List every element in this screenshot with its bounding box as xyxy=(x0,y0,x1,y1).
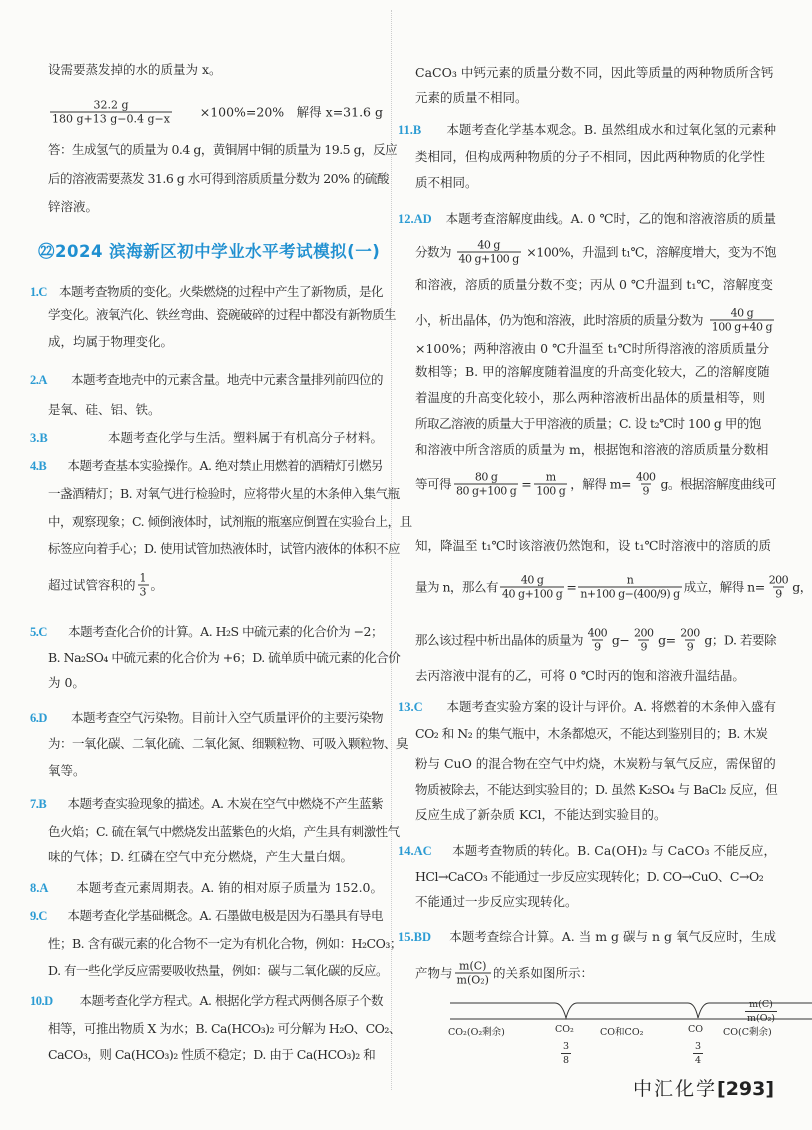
fraction: $\frac{1}{3}$ xyxy=(139,571,147,599)
tick-3-4: $\frac{3}{4}$ xyxy=(695,1041,702,1066)
text-segment: 元素的质量不相同。 xyxy=(415,90,528,105)
text-segment: 相等，可推出物质 X 为水；B. Ca(HCO₃)₂ 可分解为 H₂O、CO₂、 xyxy=(48,1021,401,1036)
text-segment: 和溶液，溶质的质量分数不变；丙从 0 ℃升温到 t₁℃，溶解度变 xyxy=(415,277,773,292)
question-number: 14.AC xyxy=(398,844,432,858)
text-segment: 反应生成了新杂质 KCl，不能达到实验目的。 xyxy=(415,807,667,822)
text-line xyxy=(415,668,776,684)
text-segment: 量为 n，那么有 xyxy=(415,579,499,594)
page-number: 293 xyxy=(725,1078,766,1100)
text-segment: 本题考查元素周期表。A. 铕的相对原子质量为 152.0。 xyxy=(76,880,383,895)
text-line xyxy=(48,62,222,78)
text-segment: g；D. 若要除 xyxy=(704,632,776,647)
page-number-prefix: [ xyxy=(717,1078,726,1100)
fraction: $\frac{200}{9}$ xyxy=(680,626,700,654)
text-line xyxy=(415,807,667,823)
text-line xyxy=(415,175,478,191)
question-number: 5.C xyxy=(30,625,47,639)
question-number: 11.B xyxy=(398,123,422,137)
text-segment: = xyxy=(521,476,532,491)
text-line xyxy=(415,239,776,266)
answer-item xyxy=(398,211,776,227)
fraction: $\frac{80 g}{80 g+100 g}$ xyxy=(455,470,517,498)
text-segment: 本题考查化合价的计算。A. H₂S 中硫元素的化合价为 −2； xyxy=(68,624,383,639)
question-number: 13.C xyxy=(398,700,423,714)
text-line xyxy=(48,736,409,752)
region-label: CO₂(O₂剩余) xyxy=(448,1027,505,1038)
text-line xyxy=(415,573,812,601)
text-line xyxy=(48,1047,383,1063)
text-line xyxy=(415,869,776,885)
text-line xyxy=(48,541,401,557)
text-line xyxy=(48,514,412,530)
text-line xyxy=(48,402,161,418)
text-segment: 锌溶液。 xyxy=(48,199,99,214)
text-line xyxy=(415,90,528,106)
text-segment: 本题考查综合计算。A. 当 m g 碳与 n g 氧气反应时，生成 xyxy=(449,929,776,944)
text-segment: HCl→CaCO₃ 不能通过一步反应实现转化；D. CO→CuO、C→O₂ xyxy=(415,869,764,884)
answer-item xyxy=(30,372,383,388)
section-heading: ㉒2024 滨海新区初中学业水平考试模拟(一) xyxy=(38,242,381,261)
text-segment: B. Na₂SO₄ 中硫元素的化合价为 +6；D. 硫单质中硫元素的化合价 xyxy=(48,650,401,665)
text-line xyxy=(48,307,397,323)
answer-item xyxy=(30,993,383,1009)
text-segment: 为：一氧化碳、二氧化硫、二氧化氮、细颗粒物、可吸入颗粒物、臭 xyxy=(48,736,409,751)
region-label: CO和CO₂ xyxy=(600,1027,644,1038)
text-segment: 粉与 CuO 的混合物在空气中灼烧，木炭粉与氧气反应，需保留的 xyxy=(415,756,776,771)
text-line xyxy=(415,149,776,165)
text-segment: 本题考查空气污染物。目前计入空气质量评价的主要污染物 xyxy=(70,710,383,725)
text-line xyxy=(48,142,398,158)
text-line xyxy=(48,963,389,979)
text-segment: g− xyxy=(611,632,630,647)
text-segment: 性；B. 含有碳元素的化合物不一定为有机化合物，例如：H₂CO₃； xyxy=(48,936,402,951)
text-line xyxy=(415,894,578,910)
question-number: 9.C xyxy=(30,909,47,923)
text-line xyxy=(415,364,776,380)
text-line xyxy=(48,572,163,599)
fraction: $\frac{m(C)}{\text{m(O₂)}}$ xyxy=(456,959,489,987)
question-number: 15.BD xyxy=(398,930,431,944)
text-segment: 色火焰；C. 硫在氧气中燃烧发出蓝紫色的火焰，产生具有刺激性气 xyxy=(48,824,400,839)
text-line xyxy=(415,782,776,798)
question-number: 4.B xyxy=(30,459,47,473)
text-segment: 本题考查物质的转化。B. Ca(OH)₂ 与 CaCO₃ 不能反应， xyxy=(452,843,776,858)
answer-item xyxy=(30,284,383,300)
text-segment: = xyxy=(566,579,577,594)
axis-label: $\frac{m(C)}{\text{m(O₂)}}$ xyxy=(747,999,776,1024)
page-footer xyxy=(633,1074,774,1101)
text-line xyxy=(48,334,173,350)
text-segment: 所取乙溶液的质量大于甲溶液的质量；C. 设 t₂℃时 100 g 甲的饱 xyxy=(415,416,761,431)
text-segment: ×100%；两种溶液由 0 ℃升温至 t₁℃时所得溶液的溶质质量分 xyxy=(415,341,770,356)
text-segment: 分数为 xyxy=(415,244,452,259)
text-segment: CaCO₃，则 Ca(HCO₃)₂ 性质不稳定；D. 由于 Ca(HCO₃)₂ 和 xyxy=(48,1047,376,1062)
text-line xyxy=(415,277,776,293)
text-segment: 为 0。 xyxy=(48,675,85,690)
answer-item xyxy=(30,796,383,812)
page-number-suffix: ] xyxy=(765,1078,775,1100)
text-line xyxy=(48,99,383,126)
text-segment: 后的溶液需要蒸发 31.6 g 水可得到溶质质量分数为 20% 的硫酸 xyxy=(48,171,389,186)
text-segment: 不能通过一步反应实现转化。 xyxy=(415,894,578,909)
text-segment: 等可得 xyxy=(415,476,452,491)
fraction: $\frac{200}{9}$ xyxy=(633,626,654,654)
text-segment: 答：生成氢气的质量为 0.4 g，黄铜屑中铜的质量为 19.5 g，反应 xyxy=(48,142,398,157)
text-segment: 设需要蒸发掉的水的质量为 x。 xyxy=(48,62,222,77)
text-segment: 和溶液中所含溶质的质量为 m，根据饱和溶液的溶质质量分数相 xyxy=(415,442,769,457)
text-segment: 标签应向着手心；D. 使用试管加热液体时，试管内液体的体积不应 xyxy=(48,541,401,556)
text-segment: ×100%，升温到 t₁℃，溶解度增大，变为不饱 xyxy=(526,244,776,259)
question-number: 3.B xyxy=(30,431,48,445)
text-segment: 物质被除去，不能达到实验目的；D. 虽然 K₂SO₄ 与 BaCl₂ 反应，但 xyxy=(415,782,778,797)
fraction: $\frac{32.2 g}{180 g+13 g-0.4 g-x}$ xyxy=(52,98,170,126)
text-line xyxy=(48,1021,401,1037)
text-segment: 本题考查化学方程式。A. 根据化学方程式两侧各原子个数 xyxy=(79,993,383,1008)
answer-item xyxy=(30,880,383,896)
text-line xyxy=(48,824,400,840)
question-number: 12.AD xyxy=(398,212,432,226)
fraction: $\frac{n}{n+100 g-(400/9) g}$ xyxy=(580,573,680,601)
text-segment: 是氧、硅、铝、铁。 xyxy=(48,402,161,417)
answer-item xyxy=(30,458,383,474)
fraction: $\frac{40 g}{40 g+100 g}$ xyxy=(458,238,519,266)
question-number: 7.B xyxy=(30,797,47,811)
text-segment: ×100%=20% 解得 x=31.6 g xyxy=(199,104,383,119)
text-segment: 本题考查实验方案的设计与评价。A. 将燃着的木条伸入盛有 xyxy=(446,699,776,714)
text-segment: g= xyxy=(658,632,676,647)
fraction: $\frac{40 g}{40 g+100 g}$ xyxy=(502,573,563,601)
fraction: $\frac{400}{9}$ xyxy=(636,470,656,498)
text-segment: 学变化。液氧汽化、铁丝弯曲、瓷碗破碎的过程中都没有新物质生 xyxy=(48,307,397,322)
answer-item xyxy=(30,908,383,924)
text-segment: 。 xyxy=(150,577,164,592)
answer-item xyxy=(30,624,383,640)
text-segment: D. 有一些化学反应需要吸收热量，例如：碳与二氧化碳的反应。 xyxy=(48,963,389,978)
text-line xyxy=(415,471,776,498)
text-segment: 数相等；B. 甲的溶解度随着温度的升高变化较大，乙的溶解度随 xyxy=(415,364,770,379)
text-line xyxy=(415,726,776,742)
answer-item xyxy=(30,430,383,446)
text-segment: CaCO₃ 中钙元素的质量分数不同，因此等质量的两种物质所含钙 xyxy=(415,65,774,80)
answer-item xyxy=(398,843,776,859)
text-line xyxy=(415,756,776,772)
text-segment: 成立，解得 n= xyxy=(683,579,765,594)
question-number: 2.A xyxy=(30,373,47,387)
text-line xyxy=(48,849,383,865)
text-segment: 那么该过程中析出晶体的质量为 xyxy=(415,632,584,647)
text-line xyxy=(415,538,776,554)
question-number: 10.D xyxy=(30,994,53,1008)
text-line xyxy=(415,416,776,432)
text-line xyxy=(415,442,776,458)
text-segment: 本题考查物质的变化。火柴燃烧的过程中产生了新物质，是化 xyxy=(58,284,383,299)
question-number: 1.C xyxy=(30,285,47,299)
text-segment: 氧等。 xyxy=(48,763,86,778)
text-line xyxy=(415,960,593,987)
text-segment: 本题考查地壳中的元素含量。地壳中元素含量排列前四位的 xyxy=(70,372,383,387)
book-title: 中汇化学 xyxy=(633,1078,718,1100)
text-segment: g。根据溶解度曲线可 xyxy=(660,476,776,491)
fraction: $\frac{200}{9}$ xyxy=(768,573,789,601)
text-segment: 本题考查溶解度曲线。A. 0 ℃时，乙的饱和溶液溶质的质量 xyxy=(445,211,776,226)
text-segment: 小，析出晶体，仍为饱和溶液，此时溶质的质量分数为 xyxy=(415,312,704,327)
question-number: 8.A xyxy=(30,881,49,895)
fraction: $\frac{40 g}{100 g+40 g}$ xyxy=(711,306,772,334)
tick-3-8: $\frac{3}{8}$ xyxy=(563,1041,570,1066)
text-segment: 本题考查化学基础概念。A. 石墨做电极是因为石墨具有导电 xyxy=(67,908,383,923)
answer-item xyxy=(398,929,776,945)
answer-item xyxy=(398,699,776,715)
region-label: CO₂ xyxy=(555,1024,574,1035)
text-segment: CO₂ 和 N₂ 的集气瓶中，木条都熄灭，不能达到鉴别目的；B. 木炭 xyxy=(415,726,768,741)
text-segment: 质不相同。 xyxy=(415,175,478,190)
region-label: CO xyxy=(688,1024,704,1035)
text-segment: 产物与 xyxy=(415,965,453,980)
text-segment: 去丙溶液中混有的乙，可将 0 ℃时丙的饱和溶液升温结晶。 xyxy=(415,668,745,683)
answer-item xyxy=(30,710,383,726)
text-line xyxy=(48,486,400,502)
text-segment: 着温度的升高变化较小，那么两种溶液析出晶体的质量相等，则 xyxy=(415,390,766,405)
text-segment: 味的气体；D. 红磷在空气中充分燃烧，产生大量白烟。 xyxy=(48,849,354,864)
text-line xyxy=(415,390,776,406)
text-segment: 中，观察现象；C. 倾倒液体时，试剂瓶的瓶塞应倒置在实验台上，且 xyxy=(48,514,412,529)
text-segment: 本题考查实验现象的描述。A. 木炭在空气中燃烧不产生蓝紫 xyxy=(67,796,383,811)
text-line xyxy=(48,675,85,691)
text-line xyxy=(48,763,86,779)
text-line xyxy=(415,341,776,357)
text-segment: 本题考查化学基本观念。B. 虽然组成水和过氧化氢的元素种 xyxy=(446,122,776,137)
product-ratio-diagram xyxy=(440,990,780,1066)
region-label: CO(C剩余) xyxy=(723,1027,772,1038)
text-line xyxy=(415,627,776,654)
answer-item xyxy=(398,122,776,138)
text-line xyxy=(48,936,402,952)
text-segment: 类相同，但构成两种物质的分子不相同，因此两种物质的化学性 xyxy=(415,149,766,164)
text-segment: 本题考查基本实验操作。A. 绝对禁止用燃着的酒精灯引燃另 xyxy=(67,458,383,473)
text-line xyxy=(415,307,776,334)
text-segment: 一盏酒精灯；B. 对氧气进行检验时，应将带火星的木条伸入集气瓶 xyxy=(48,486,400,501)
text-segment: g， xyxy=(792,579,812,594)
text-segment: ，解得 m= xyxy=(570,476,632,491)
fraction: $\frac{m}{100 g}$ xyxy=(536,470,566,498)
text-segment: 知，降温至 t₁℃时该溶液仍然饱和，设 t₁℃时溶液中的溶质的质 xyxy=(415,538,771,553)
question-number: 6.D xyxy=(30,711,47,725)
text-segment: 的关系如图所示： xyxy=(492,965,593,980)
text-line xyxy=(48,650,401,666)
text-segment: 本题考查化学与生活。塑料属于有机高分子材料。 xyxy=(107,430,383,445)
text-segment: 超过试管容积的 xyxy=(48,577,136,592)
text-segment: 成，均属于物理变化。 xyxy=(48,334,174,349)
fraction: $\frac{400}{9}$ xyxy=(587,626,608,654)
text-line xyxy=(415,65,776,81)
text-line xyxy=(48,199,98,215)
text-line xyxy=(48,171,389,187)
